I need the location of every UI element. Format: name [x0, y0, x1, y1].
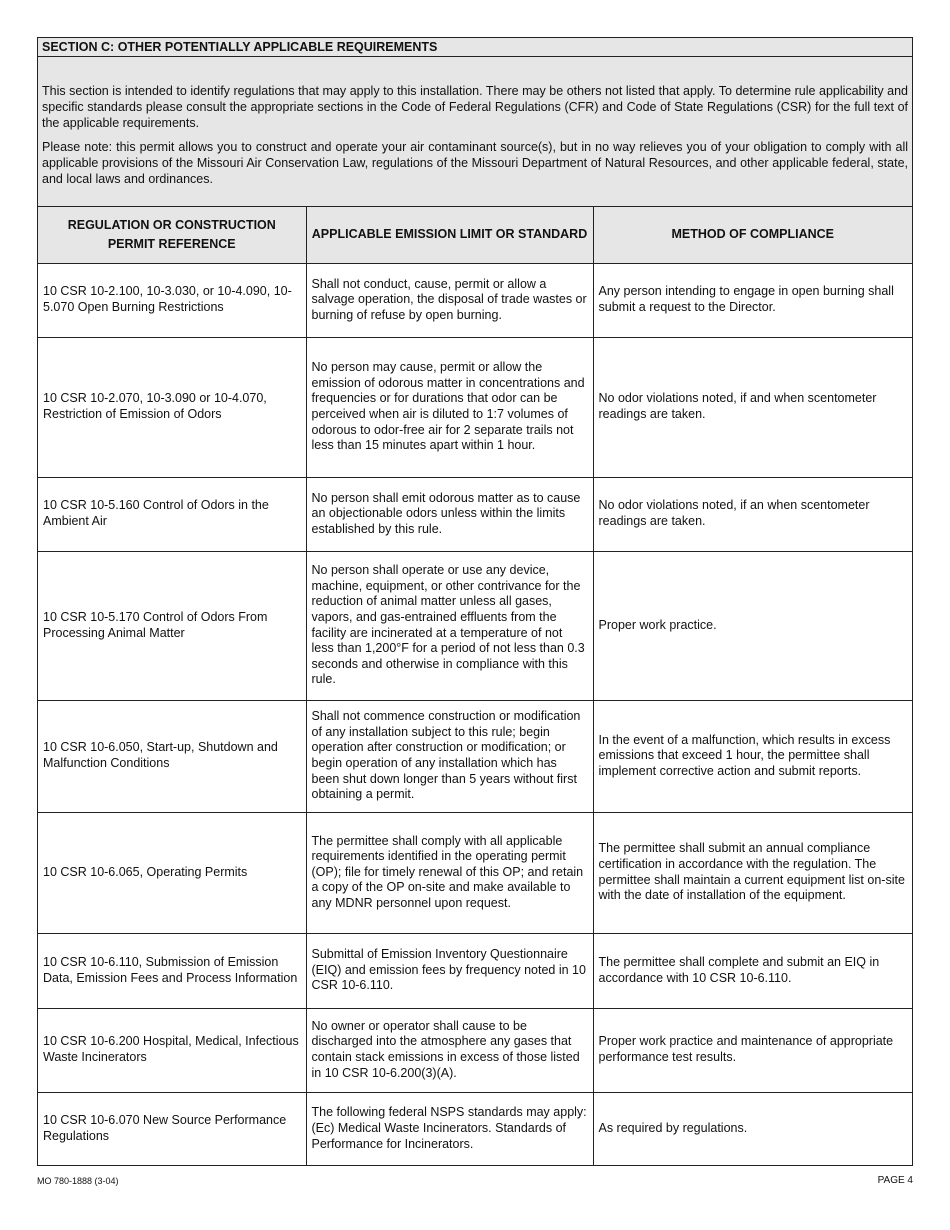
- limit-cell: The following federal NSPS standards may apply: (Ec) Medical Waste Incinerators. Standards of Performance for Incinerators.: [306, 1092, 593, 1165]
- regulation-cell: 10 CSR 10-5.170 Control of Odors From Processing Animal Matter: [38, 551, 306, 700]
- table-header-row: [38, 207, 912, 263]
- requirements-page: [37, 37, 913, 1166]
- compliance-cell: No odor violations noted, if and when scentometer readings are taken.: [593, 337, 912, 477]
- compliance-cell: Proper work practice and maintenance of appropriate performance test results.: [593, 1008, 912, 1092]
- intro-paragraph: Please note: this permit allows you to construct and operate your air contaminant source(s), but in no way relieves you of your obligation to comply with all applicable provisions of the Missouri Air Conservation Law, regulations of the Missouri Department of Natural Resources, and other applicable federal, state, and local laws and ordinances.: [42, 140, 908, 186]
- limit-cell: Submittal of Emission Inventory Questionnaire (EIQ) and emission fees by frequency noted in 10 CSR 10-6.110.: [306, 933, 593, 1008]
- limit-cell: The permittee shall comply with all applicable requirements identified in the operating permit (OP); file for timely renewal of this OP; and retain a copy of the OP on-site and make available to any MDNR personnel upon request.: [306, 812, 593, 933]
- compliance-cell: No odor violations noted, if an when scentometer readings are taken.: [593, 477, 912, 551]
- compliance-cell: The permittee shall complete and submit an EIQ in accordance with 10 CSR 10-6.110.: [593, 933, 912, 1008]
- limit-cell: No person may cause, permit or allow the emission of odorous matter in concentrations and frequencies or for durations that odor can be perceived when air is diluted to 1:7 volumes of odorous to odor-free air for 2 separate trails not less than 15 minutes apart within 1 hour.: [306, 337, 593, 477]
- compliance-cell: As required by regulations.: [593, 1092, 912, 1165]
- intro-paragraph: This section is intended to identify regulations that may apply to this installation. There may be others not listed that apply. To determine rule applicability and specific standards please consult the appropriate sections in the Code of Federal Regulations (CFR) and Code of State Regulations (CSR) for the full text of the applicable requirements.: [42, 84, 908, 130]
- page-number: PAGE 4: [877, 1175, 913, 1186]
- regulation-cell: 10 CSR 10-6.050, Start-up, Shutdown and Malfunction Conditions: [38, 700, 306, 812]
- regulation-cell: 10 CSR 10-2.070, 10-3.090 or 10-4.070, Restriction of Emission of Odors: [38, 337, 306, 477]
- table-row: [38, 337, 912, 477]
- table-row: [38, 477, 912, 551]
- limit-cell: No person shall emit odorous matter as to cause an objectionable odors unless within the limits established by this rule.: [306, 477, 593, 551]
- table-row: [38, 933, 912, 1008]
- limit-cell: No owner or operator shall cause to be discharged into the atmosphere any gases that contain stack emissions in excess of those listed in 10 CSR 10-6.200(3)(A).: [306, 1008, 593, 1092]
- form-number: MO 780-1888 (3-04): [37, 1176, 119, 1186]
- table-row: [38, 700, 912, 812]
- header-compliance: METHOD OF COMPLIANCE: [593, 207, 912, 263]
- requirements-table: [38, 207, 912, 1165]
- limit-cell: No person shall operate or use any device, machine, equipment, or other contrivance for the reduction of animal matter unless all gases, vapors, and gas-entrained effluents from the facility are incinerated at a temperature of not less than 1,200°F for a period of not less than 0.3 seconds and otherwise in compliance with this rule.: [306, 551, 593, 700]
- limit-cell: Shall not conduct, cause, permit or allow a salvage operation, the disposal of trade wastes or burning of refuse by open burning.: [306, 263, 593, 337]
- header-limit: APPLICABLE EMISSION LIMIT OR STANDARD: [306, 207, 593, 263]
- header-regulation: REGULATION OR CONSTRUCTION PERMIT REFERENCE: [38, 207, 306, 263]
- limit-cell: Shall not commence construction or modification of any installation subject to this rule; begin operation after construction or modification; or begin operation of any installation which has been shut down longer than 5 years without first obtaining a permit.: [306, 700, 593, 812]
- compliance-cell: In the event of a malfunction, which results in excess emissions that exceed 1 hour, the permittee shall implement corrective action and submit reports.: [593, 700, 912, 812]
- regulation-cell: 10 CSR 10-2.100, 10-3.030, or 10-4.090, 10-5.070 Open Burning Restrictions: [38, 263, 306, 337]
- compliance-cell: Proper work practice.: [593, 551, 912, 700]
- section-frame: [37, 37, 913, 1166]
- table-row: [38, 263, 912, 337]
- section-title: SECTION C: OTHER POTENTIALLY APPLICABLE REQUIREMENTS: [38, 38, 912, 57]
- table-row: [38, 551, 912, 700]
- regulation-cell: 10 CSR 10-6.200 Hospital, Medical, Infectious Waste Incinerators: [38, 1008, 306, 1092]
- intro-block: [38, 57, 912, 207]
- regulation-cell: 10 CSR 10-6.110, Submission of Emission Data, Emission Fees and Process Information: [38, 933, 306, 1008]
- regulation-cell: 10 CSR 10-6.070 New Source Performance Regulations: [38, 1092, 306, 1165]
- compliance-cell: The permittee shall submit an annual compliance certification in accordance with the regulation. The permittee shall maintain a current equipment list on-site with the date of installation of the equipment.: [593, 812, 912, 933]
- regulation-cell: 10 CSR 10-5.160 Control of Odors in the Ambient Air: [38, 477, 306, 551]
- table-row: [38, 812, 912, 933]
- regulation-cell: 10 CSR 10-6.065, Operating Permits: [38, 812, 306, 933]
- table-row: [38, 1008, 912, 1092]
- table-row: [38, 1092, 912, 1165]
- compliance-cell: Any person intending to engage in open burning shall submit a request to the Director.: [593, 263, 912, 337]
